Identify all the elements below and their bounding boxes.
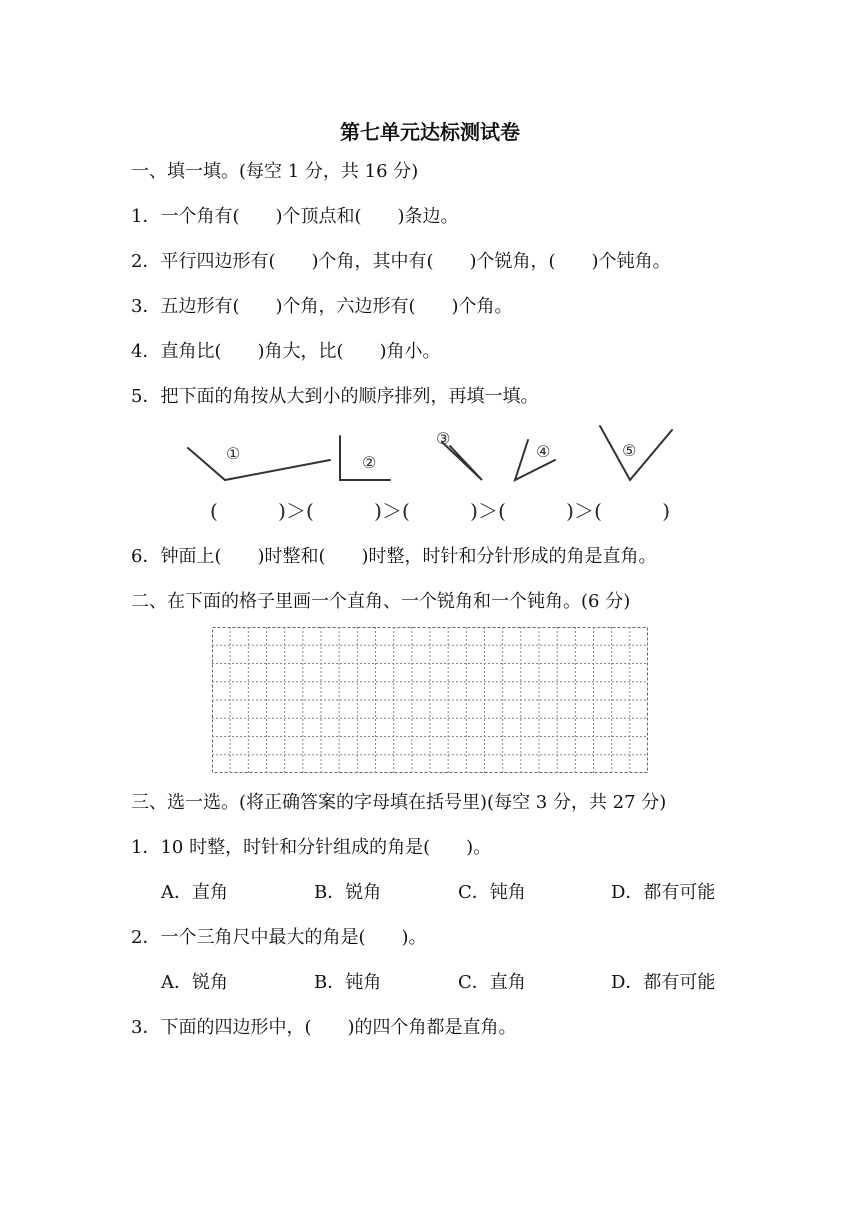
question-1-5: 5．把下面的角按从大到小的顺序排列，再填一填。 bbox=[131, 386, 539, 407]
section2-heading: 二、在下面的格子里画一个直角、一个锐角和一个钝角。(6 分) bbox=[131, 591, 631, 612]
q3-2-option-b: B．钝角 bbox=[314, 972, 382, 993]
angle-order-blanks: ( )＞( )＞( )＞( )＞( ) bbox=[210, 499, 670, 523]
question-1-3: 3．五边形有( )个角，六边形有( )个角。 bbox=[131, 296, 513, 317]
angle-3-label: ③ bbox=[436, 429, 451, 448]
drawing-grid[interactable] bbox=[212, 627, 648, 773]
question-3-3: 3．下面的四边形中，( )的四个角都是直角。 bbox=[131, 1017, 517, 1038]
question-1-4: 4．直角比( )角大，比( )角小。 bbox=[131, 341, 441, 362]
page-title: 第七单元达标测试卷 bbox=[340, 120, 520, 144]
section1-heading: 一、填一填。(每空 1 分，共 16 分) bbox=[131, 161, 419, 182]
q3-1-option-b: B．锐角 bbox=[314, 882, 382, 903]
question-3-2: 2．一个三角尺中最大的角是( )。 bbox=[131, 927, 427, 948]
angle-1-label: ① bbox=[226, 444, 241, 463]
q3-2-option-c: C．直角 bbox=[458, 972, 526, 993]
section3-heading: 三、选一选。(将正确答案的字母填在括号里)(每空 3 分，共 27 分) bbox=[131, 792, 667, 813]
question-1-1: 1．一个角有( )个顶点和( )条边。 bbox=[131, 206, 459, 227]
q3-1-option-a: A．直角 bbox=[161, 882, 228, 903]
q3-1-option-d: D．都有可能 bbox=[611, 882, 716, 903]
q3-1-option-c: C．钝角 bbox=[458, 882, 526, 903]
q3-2-option-a: A．锐角 bbox=[161, 972, 228, 993]
angle-2-label: ② bbox=[362, 453, 377, 472]
question-3-1: 1．10 时整，时针和分针组成的角是( )。 bbox=[131, 837, 492, 858]
q3-2-option-d: D．都有可能 bbox=[611, 972, 716, 993]
angle-5-label: ⑤ bbox=[622, 441, 637, 460]
angle-1-shape bbox=[188, 448, 330, 480]
angle-4-label: ④ bbox=[536, 442, 551, 461]
angles-figure bbox=[180, 420, 680, 532]
question-1-2: 2．平行四边形有( )个角，其中有( )个锐角，( )个钝角。 bbox=[131, 251, 671, 272]
question-1-6: 6．钟面上( )时整和( )时整，时针和分针形成的角是直角。 bbox=[131, 546, 657, 567]
